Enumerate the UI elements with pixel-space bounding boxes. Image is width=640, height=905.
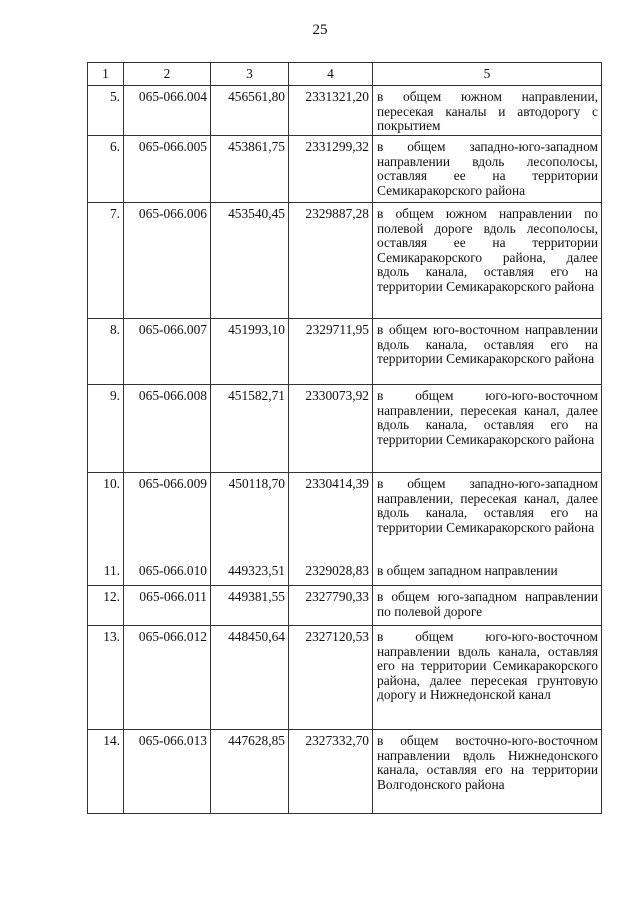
- coord-x: 450118,70: [211, 473, 289, 560]
- point-id: 065-066.004: [124, 86, 211, 136]
- coord-x: 449323,51: [211, 560, 289, 586]
- header-col-1: 1: [88, 63, 124, 86]
- table-row: [88, 385, 602, 473]
- coord-y: 2331299,32: [289, 136, 373, 203]
- table-row: [88, 86, 602, 136]
- coord-y: 2327332,70: [289, 730, 373, 814]
- coord-y: 2329711,95: [289, 319, 373, 385]
- direction-description: в общем восточно-юго-восточном направлении вдоль Нижнедонского канала, оставляя его на территории Волгодонского района: [373, 730, 602, 814]
- direction-description: в общем западно-юго-западном направлении вдоль лесополосы, оставляя ее на территории Семикаракорского района: [373, 136, 602, 203]
- point-id: 065-066.010: [124, 560, 211, 586]
- direction-description: в общем юго-юго-восточном направлении, пересекая канал, далее вдоль канала, оставляя его на территории Семикаракорского района: [373, 385, 602, 473]
- row-number: 11.: [88, 560, 124, 586]
- coord-x: 449381,55: [211, 586, 289, 626]
- boundary-points-table: [87, 62, 602, 814]
- direction-description: в общем южном направлении, пересекая каналы и автодорогу с покрытием: [373, 86, 602, 136]
- table-row: [88, 203, 602, 319]
- row-number: 14.: [88, 730, 124, 814]
- direction-description: в общем западном направлении: [373, 560, 602, 586]
- header-col-2: 2: [124, 63, 211, 86]
- table-row: [88, 560, 602, 586]
- coord-y: 2331321,20: [289, 86, 373, 136]
- coord-x: 451582,71: [211, 385, 289, 473]
- row-number: 9.: [88, 385, 124, 473]
- coord-x: 448450,64: [211, 626, 289, 730]
- coord-x: 453540,45: [211, 203, 289, 319]
- row-number: 8.: [88, 319, 124, 385]
- header-row: [88, 63, 602, 86]
- table-row: [88, 136, 602, 203]
- point-id: 065-066.012: [124, 626, 211, 730]
- row-number: 7.: [88, 203, 124, 319]
- header-col-4: 4: [289, 63, 373, 86]
- table-row: [88, 626, 602, 730]
- coord-x: 453861,75: [211, 136, 289, 203]
- table-row: [88, 319, 602, 385]
- header-col-3: 3: [211, 63, 289, 86]
- row-number: 13.: [88, 626, 124, 730]
- row-number: 12.: [88, 586, 124, 626]
- row-number: 5.: [88, 86, 124, 136]
- page-number: 25: [312, 22, 328, 38]
- direction-description: в общем юго-юго-восточном направлении вдоль канала, оставляя его на территории Семикаракорского района, далее пересекая грунтовую дорогу и Нижнедонской канал: [373, 626, 602, 730]
- point-id: 065-066.007: [124, 319, 211, 385]
- header-col-5: 5: [373, 63, 602, 86]
- direction-description: в общем западно-юго-западном направлении, пересекая канал, далее вдоль канала, оставляя его на территории Семикаракорского района: [373, 473, 602, 560]
- coord-y: 2330414,39: [289, 473, 373, 560]
- direction-description: в общем юго-восточном направлении вдоль канала, оставляя его на территории Семикаракорского района: [373, 319, 602, 385]
- row-number: 6.: [88, 136, 124, 203]
- direction-description: в общем южном направлении по полевой дороге вдоль лесополосы, оставляя ее на территории Семикаракорского района, далее вдоль канала, оставляя его на территории Семикаракорского района: [373, 203, 602, 319]
- table-row: [88, 586, 602, 626]
- point-id: 065-066.008: [124, 385, 211, 473]
- table-row: [88, 473, 602, 560]
- coord-x: 451993,10: [211, 319, 289, 385]
- coord-y: 2329028,83: [289, 560, 373, 586]
- row-number: 10.: [88, 473, 124, 560]
- direction-description: в общем юго-западном направлении по полевой дороге: [373, 586, 602, 626]
- point-id: 065-066.006: [124, 203, 211, 319]
- point-id: 065-066.013: [124, 730, 211, 814]
- point-id: 065-066.009: [124, 473, 211, 560]
- coord-x: 447628,85: [211, 730, 289, 814]
- coord-x: 456561,80: [211, 86, 289, 136]
- table-row: [88, 730, 602, 814]
- point-id: 065-066.005: [124, 136, 211, 203]
- point-id: 065-066.011: [124, 586, 211, 626]
- coord-y: 2327790,33: [289, 586, 373, 626]
- coord-y: 2329887,28: [289, 203, 373, 319]
- coord-y: 2330073,92: [289, 385, 373, 473]
- coord-y: 2327120,53: [289, 626, 373, 730]
